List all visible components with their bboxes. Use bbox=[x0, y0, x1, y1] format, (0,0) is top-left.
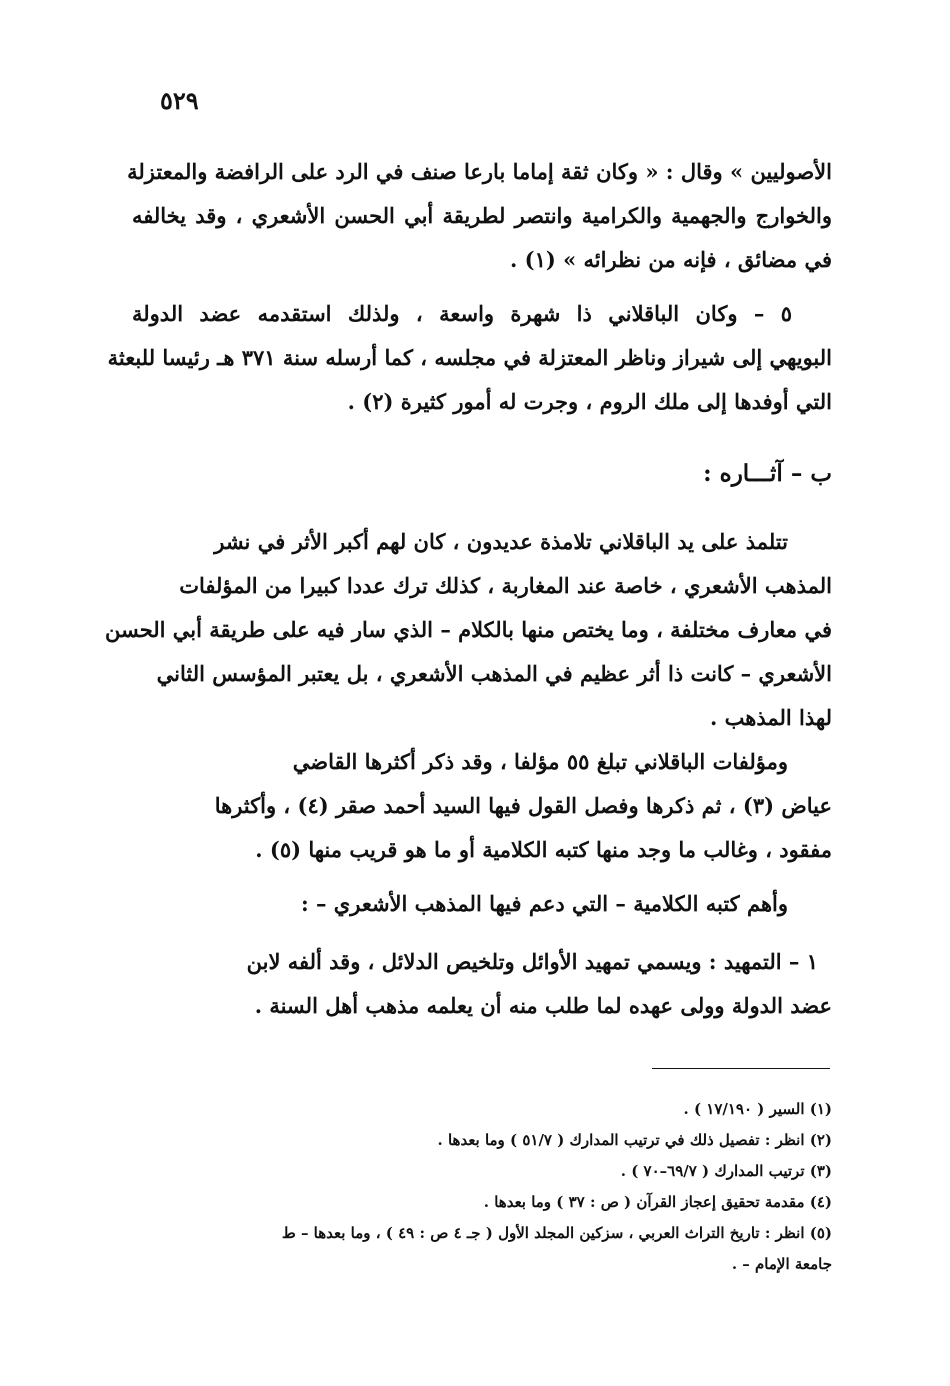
footnotes bbox=[132, 1094, 832, 1280]
footnote: جامعة الإمام – . bbox=[731, 1255, 832, 1273]
text-line: ٥ – وكان الباقلاني ذا شهرة واسعة ، ولذلك استقدمه عضد الدولة bbox=[132, 301, 792, 326]
text-line: في معارف مختلفة ، وما يختص منها بالكلام – الذي سار فيه على طريقة أبي الحسن bbox=[104, 617, 832, 642]
text-line: ومؤلفات الباقلاني تبلغ ٥٥ مؤلفا ، وقد ذكر أكثرها القاضي bbox=[292, 749, 788, 774]
text-line: لهذا المذهب . bbox=[710, 705, 832, 730]
footnote: (٣) ترتيب المدارك ( ٦٩/٧–٧٠ ) . bbox=[620, 1162, 832, 1180]
footnote-divider bbox=[652, 1068, 830, 1069]
text-line: تتلمذ على يد الباقلاني تلامذة عديدون ، كان لهم أكبر الأثر في نشر bbox=[214, 529, 788, 554]
paragraph-students bbox=[104, 520, 832, 740]
text-line: عياض (٣) ، ثم ذكرها وفصل القول فيها السيد أحمد صقر (٤) ، وأكثرها bbox=[214, 793, 832, 818]
page-number: ٥٢٩ bbox=[160, 86, 199, 115]
text-line: الأشعري – كانت ذا أثر عظيم في المذهب الأشعري ، بل يعتبر المؤسس الثاني bbox=[156, 661, 832, 686]
text-line: ١ – التمهيد : ويسمي تمهيد الأوائل وتلخيص الدلائل ، وقد ألفه لابن bbox=[246, 949, 818, 974]
text-line: البويهي إلى شيراز وناظر المعتزلة في مجلسه ، كما أرسله سنة ٣٧١ هـ رئيسا للبعثة bbox=[107, 345, 832, 370]
paragraph-quote bbox=[127, 150, 832, 282]
paragraph-works bbox=[132, 740, 832, 872]
paragraph-fame bbox=[107, 292, 832, 424]
paragraph-tamhid bbox=[132, 940, 832, 1028]
footnote: (١) السير ( ١٧/١٩٠ ) . bbox=[683, 1100, 832, 1118]
text-line: وأهم كتبه الكلامية – التي دعم فيها المذهب الأشعري – : bbox=[300, 891, 788, 916]
footnote: (٢) انظر : تفصيل ذلك في ترتيب المدارك ( ٥١/٧ ) وما بعدها . bbox=[437, 1131, 832, 1149]
text-line: في مضائق ، فإنه من نظرائه » (١) . bbox=[510, 247, 832, 272]
text-line: مفقود ، وغالب ما وجد منها كتبه الكلامية أو ما هو قريب منها (٥) . bbox=[255, 837, 832, 862]
text-line: الأصوليين » وقال : « وكان ثقة إماما بارعا صنف في الرد على الرافضة والمعتزلة bbox=[127, 159, 832, 184]
footnote: (٥) انظر : تاريخ التراث العربي ، سزكين المجلد الأول ( جـ ٤ ص : ٤٩ ) ، وما بعدها – ط bbox=[281, 1224, 832, 1242]
text-line: المذهب الأشعري ، خاصة عند المغاربة ، كذلك ترك عددا كبيرا من المؤلفات bbox=[179, 573, 832, 598]
paragraph-important-books bbox=[132, 882, 832, 926]
section-heading: ب – آثـــاره : bbox=[703, 460, 832, 487]
text-line: والخوارج والجهمية والكرامية وانتصر لطريقة أبي الحسن الأشعري ، وقد يخالفه bbox=[132, 203, 832, 228]
footnote: (٤) مقدمة تحقيق إعجاز القرآن ( ص : ٣٧ ) وما بعدها . bbox=[483, 1193, 832, 1211]
text-line: عضد الدولة وولى عهده لما طلب منه أن يعلمه مذهب أهل السنة . bbox=[254, 993, 832, 1018]
text-line: التي أوفدها إلى ملك الروم ، وجرت له أمور كثيرة (٢) . bbox=[347, 389, 832, 414]
